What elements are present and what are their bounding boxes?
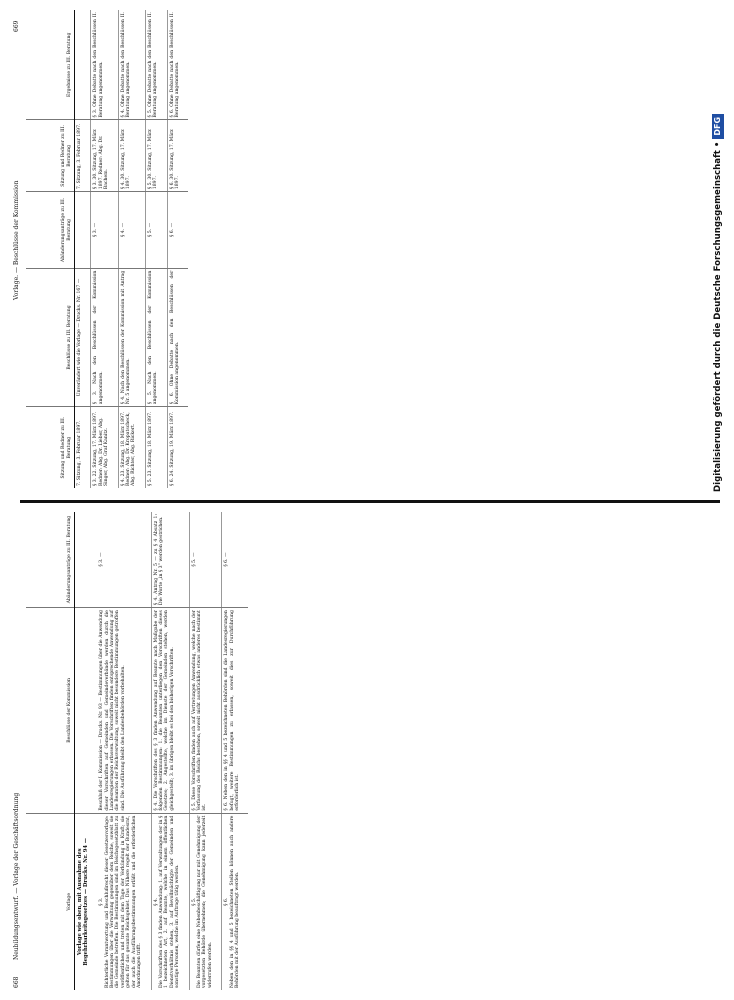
left-row3-vorlage <box>189 813 222 990</box>
paragraph-label: § 6. <box>224 897 230 906</box>
right-col-header-1: Sitzung und Redner zu III. Beratung <box>26 407 75 488</box>
table-row <box>222 512 249 990</box>
right-r3-antrag: § 4. — <box>118 192 145 268</box>
right-r1-sitzung1: 7. Sitzung, 3. Februar 1897. <box>75 407 91 488</box>
right-page-number: 669 <box>13 20 20 32</box>
right-page-table-block <box>26 10 686 488</box>
left-row2-antraege: § 4. Antrag Nr. 5 — zu § 4 Absatz 1: Die Worte „in § 3“ werden gestrichen. <box>151 512 189 608</box>
right-r3-ergebnis: § 4. Ohne Debatte nach den Beschlüssen II. Beratung angenommen. <box>118 10 145 120</box>
right-r2-antrag: § 3. — <box>91 192 118 268</box>
table-row <box>91 10 118 488</box>
table-row <box>118 10 145 488</box>
paragraph-label: § 3. <box>99 897 105 906</box>
left-row4-kommission: § 6. Neben den in §§ 4 und 5 bezeichneten Behörden sind die Landesregierungen befugt, weitere Bestimmungen zu erlassen, soweit dies zur Durchführung erforderlich ist. <box>222 608 249 814</box>
watermark-text: Digitalisierung gefördert durch die Deutsche Forschungsgemeinschaft <box>713 150 723 492</box>
table-row <box>151 512 189 990</box>
right-r3-sitzung2: § 4. 30. Sitzung, 17. März 1897. <box>118 120 145 192</box>
left-section-head: Vorlage wie oben, mit Ausnahme des Begehrbarkeitsgesetzes — Drucks. Nr. 94 — <box>75 813 98 990</box>
right-r2-sitzung2: § 3. 30. Sitzung, 17. März 1897. Redner: Abg. Dr. Bachem. <box>91 120 118 192</box>
left-row3-kommission: § 5. Diese Vorschriften finden auch auf Vertretungen Anwendung, welche nach der Verfassung des Reichs bestehen, soweit nicht ausdrücklich etwas anderes bestimmt ist. <box>189 608 222 814</box>
left-page-table <box>26 512 248 990</box>
right-col-header-4: Sitzung und Redner zu III. Beratung <box>26 120 75 192</box>
right-col-header-3: Abänderungsanträge zu III. Beratung <box>26 192 75 268</box>
left-row1-vorlage <box>97 813 151 990</box>
left-page-number: 668 <box>13 976 20 988</box>
left-row4-antraege: § 6. — <box>222 512 249 608</box>
vorlage-text: Die Vorschriften des § 3 finden Anwendung: 1. auf Verwaltungen der in § 1 bezeichneten Art, 2. auf Beamte, welche in einem öffentlichen Dienstverhältnis stehen, 3. auf Bevollmächtigte der Gemeinden und sonstige Personen, welche im Auftrage tätig werden. <box>158 815 181 988</box>
right-r4-sitzung2: § 5. 30. Sitzung, 17. März 1897. <box>145 120 167 192</box>
right-col-header-5: Ergebnisse zu III. Beratung <box>26 10 75 120</box>
table-row <box>167 10 188 488</box>
right-page-table <box>26 10 188 488</box>
paragraph-label: § 5. <box>191 897 197 906</box>
table-row <box>97 512 151 990</box>
right-r4-antrag: § 5. — <box>145 192 167 268</box>
right-r4-sitzung1: § 5. 23. Sitzung, 18. März 1897. <box>145 407 167 488</box>
table-row <box>145 10 167 488</box>
right-r2-beschluss: § 3. Nach den Beschlüssen der Kommission angenommen. <box>91 268 118 407</box>
left-col-header-3: Abänderungsanträge zu III. Beratung <box>26 512 75 608</box>
left-row4-vorlage <box>222 813 249 990</box>
right-col-header-2: Beschlüsse zu III. Beratung <box>26 268 75 407</box>
right-r5-sitzung1: § 6. 24. Sitzung, 19. März 1897. <box>167 407 188 488</box>
right-r2-ergebnis: § 3. Ohne Debatte nach den Beschlüssen II. Beratung angenommen. <box>91 10 118 120</box>
vorlage-text: Richterliche Verantwortung und Beschlußrecht dieser Gesetzesvorlage: Bestimmungen über die Verwaltung gegenüber dem Reiche, soweit sie die Gemeinde betreffen. Die Bestimmungen sind im Reichsgesetzblatt zu veröffentlichen und treten mit dem Tage der Verkündung in Kraft; sie gelten für das gesamte Reichsgebiet. Das Nähere regelt der Bundesrat, der auch die Ausführungsbestimmungen erläßt und die erforderlichen Anordnungen trifft. <box>104 815 143 988</box>
right-r1-antrag <box>75 192 91 268</box>
right-r3-sitzung1: § 4. 23. Sitzung, 18. März 1897. Redner: Abg. Dr. Kropatscheck, Abg. Richter, Abg. Rickert. <box>118 407 145 488</box>
right-r5-antrag: § 6. — <box>167 192 188 268</box>
left-row2-kommission: § 4. Die Vorschriften des § 3 finden Anwendung auf Beamte nach Maßgabe der folgenden Bestimmungen: 1. die Beamten unterliegen den Vorschriften dieses Gesetzes; 2. Angestellte, welche im Dienste der Gemeinden stehen, werden gleichgestellt; 3. im übrigen bleibt es bei den bisherigen Vorschriften. <box>151 608 189 814</box>
right-r1-ergebnis <box>75 10 91 120</box>
right-r3-beschluss: § 4. Nach den Beschlüssen der Kommission mit Antrag Nr. 5 angenommen. <box>118 268 145 407</box>
dfg-logo: DFG <box>712 114 724 139</box>
right-r5-ergebnis: § 6. Ohne Debatte nach den Beschlüssen II. Beratung angenommen. <box>167 10 188 120</box>
left-row2-vorlage <box>151 813 189 990</box>
vorlage-text: Neben den in §§ 4 und 5 bezeichneten Stellen können auch andere Behörden mit der Ausführung beauftragt werden. <box>229 815 240 988</box>
right-r1-beschluss: Unverändert wie die Vorlage — Drucks. Nr. 167 — <box>75 268 91 407</box>
right-r2-sitzung1: § 3. 22. Sitzung, 17. März 1897. Redner: Abg. Dr. Lieber, Abg. Singer, Abg. Graf Kanitz. <box>91 407 118 488</box>
left-running-title: Neubildungsentwurf. — Vorlage der Geschäftsordnung <box>13 792 20 960</box>
left-col-header-2: Beschlüsse der Kommission <box>26 608 75 814</box>
right-r5-sitzung2: § 6. 30. Sitzung, 17. März 1897. <box>167 120 188 192</box>
left-row1-antraege: § 3. — <box>99 552 105 567</box>
paragraph-label: § 4. <box>153 897 159 906</box>
left-page-table-block <box>26 512 686 990</box>
left-col-header-1: Vorlage <box>26 813 75 990</box>
right-r4-beschluss: § 5. Nach den Beschlüssen der Kommission angenommen. <box>145 268 167 407</box>
dfg-watermark: Digitalisierung gefördert durch die Deutsche Forschungsgemeinschaft •DFG <box>710 12 726 492</box>
right-r1-sitzung2: 7. Sitzung, 3. Februar 1897. <box>75 120 91 192</box>
table-row <box>189 512 222 990</box>
book-gutter <box>20 500 720 503</box>
left-row3-antraege: § 5. — <box>189 512 222 608</box>
left-row1-kommission: Beschluß der I. Kommission — Drucks. Nr. 93 — Bestimmungen über die Anwendung dieser Vorschriften auf Gemeinden und Gemeindeverbände werden durch die Landesregierungen erlassen. Die Vorschriften finden entsprechende Anwendung auf die Beamten der Reichsverwaltung, soweit nicht besondere Bestimmungen getroffen sind. Die Ausführung bleibt den Landesbehörden vorbehalten. <box>97 608 151 814</box>
right-r4-ergebnis: § 5. Ohne Debatte nach den Beschlüssen II. Beratung angenommen. <box>145 10 167 120</box>
table-row <box>75 10 91 488</box>
right-running-title: Vorlage. — Beschlüsse der Kommission <box>13 180 20 300</box>
vorlage-text: Die Beamten dürfen eine Nebenbeschäftigung nur mit Genehmigung der vorgesetzten Behörde übernehmen; die Genehmigung kann jederzeit widerrufen werden. <box>196 815 213 988</box>
right-r5-beschluss: § 6. Ohne Debatte nach den Beschlüssen der Kommission angenommen. <box>167 268 188 407</box>
